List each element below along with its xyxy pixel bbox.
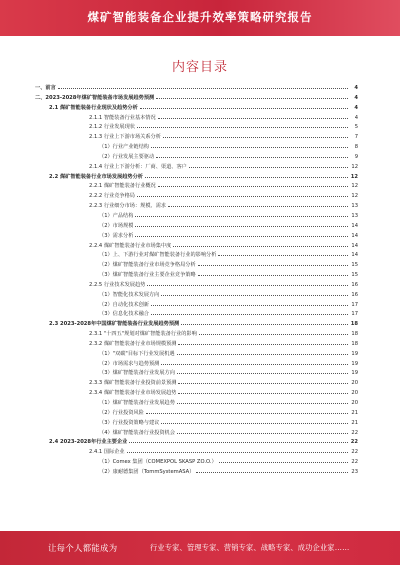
toc-entry-label: 2.1.3 行业上下游市场关系分析 <box>89 134 161 141</box>
toc-entry[interactable] <box>35 104 358 114</box>
toc-entry-label: （1）Comex 集团（COMEXPOL SKASP ZO.O.） <box>99 459 217 466</box>
toc-entry[interactable] <box>35 173 358 183</box>
toc-entry[interactable] <box>35 281 358 291</box>
table-of-contents <box>35 84 358 478</box>
toc-entry[interactable] <box>35 429 358 439</box>
toc-entry[interactable] <box>35 369 358 379</box>
toc-entry-page: 14 <box>351 242 358 249</box>
toc-entry-page: 4 <box>354 104 358 111</box>
toc-entry[interactable] <box>35 271 358 281</box>
toc-entry-label: 2.3.2 煤矿智能装备行业市场规模预测 <box>89 340 177 347</box>
toc-entry-label: 二、2023-2028年煤矿智能装备市场发展趋势预测 <box>35 94 155 101</box>
toc-entry-label: 2.2.4 煤矿智能装备行业市场集中度 <box>89 242 172 249</box>
toc-entry-page: 9 <box>354 153 358 160</box>
toc-leader-dots <box>161 423 348 424</box>
toc-entry[interactable] <box>35 399 358 409</box>
toc-leader-dots <box>189 167 348 168</box>
toc-entry-label: （3）行业投资策略与建议 <box>99 419 160 426</box>
toc-entry[interactable] <box>35 163 358 173</box>
toc-entry[interactable] <box>35 123 358 133</box>
toc-entry-page: 16 <box>351 281 358 288</box>
toc-entry-page: 20 <box>351 390 358 397</box>
toc-leader-dots <box>199 334 348 335</box>
toc-entry[interactable] <box>35 360 358 370</box>
toc-leader-dots <box>161 295 348 296</box>
toc-entry-page: 19 <box>351 370 358 377</box>
toc-entry[interactable] <box>35 320 358 330</box>
toc-entry[interactable] <box>35 251 358 261</box>
toc-entry[interactable] <box>35 409 358 419</box>
toc-entry-page: 17 <box>351 311 358 318</box>
toc-entry-label: （1）行业产业链结构 <box>99 144 149 151</box>
toc-entry-label: （4）煤矿智能装备行业投资机会 <box>99 429 175 436</box>
toc-leader-dots <box>129 442 348 443</box>
toc-leader-dots <box>181 324 348 325</box>
report-header-banner <box>0 0 400 36</box>
toc-entry-page: 22 <box>350 439 358 446</box>
toc-entry-page: 14 <box>351 232 358 239</box>
toc-entry[interactable] <box>35 153 358 163</box>
toc-leader-dots <box>151 314 348 315</box>
toc-entry-page: 15 <box>351 272 358 279</box>
toc-entry-label: （3）需求分析 <box>99 232 134 239</box>
toc-entry[interactable] <box>35 192 358 202</box>
toc-leader-dots <box>198 275 348 276</box>
toc-entry-label: 2.2.1 煤矿智能装备行业概况 <box>89 183 156 190</box>
toc-entry-label: （1）上、下游行业对煤矿智能装备行业的影响分析 <box>99 252 217 259</box>
toc-entry[interactable] <box>35 379 358 389</box>
report-title: 煤矿智能装备企业提升效率策略研究报告 <box>87 10 313 24</box>
toc-leader-dots <box>156 98 348 99</box>
toc-entry-page: 4 <box>354 114 358 121</box>
toc-entry-label: 2.3.1 "十四五"规划对煤矿智能装备行业的影响 <box>89 331 197 338</box>
toc-leader-dots <box>177 403 348 404</box>
toc-entry-page: 12 <box>351 163 358 170</box>
toc-leader-dots <box>58 88 348 89</box>
toc-entry-label: （2）康耐德集团（TommSystemASA） <box>99 468 195 475</box>
toc-entry-label: 2.3.3 煤矿智能装备行业投资前景预测 <box>89 380 177 387</box>
toc-entry-page: 20 <box>351 400 358 406</box>
toc-entry[interactable] <box>35 84 358 94</box>
toc-leader-dots <box>173 246 348 247</box>
toc-leader-dots <box>158 118 348 119</box>
toc-entry-page: 13 <box>351 203 358 210</box>
toc-entry-page: 4 <box>354 94 358 101</box>
toc-entry-page: 18 <box>351 331 358 338</box>
toc-entry-page: 4 <box>354 85 358 91</box>
toc-entry-page: 14 <box>351 252 358 259</box>
toc-leader-dots <box>151 147 348 148</box>
toc-entry[interactable] <box>35 143 358 153</box>
toc-entry-page: 21 <box>351 419 358 426</box>
toc-entry-label: 2.2.3 行业细分市场：规模、需求 <box>89 203 167 210</box>
toc-leader-dots <box>177 433 348 434</box>
toc-entry[interactable] <box>35 350 358 360</box>
toc-entry-label: 2.3 2023-2028年中国煤矿智能装备行业发展趋势预测 <box>49 321 180 328</box>
toc-leader-dots <box>158 186 348 187</box>
toc-entry-label: （2）市场规模 <box>99 222 134 229</box>
toc-entry-label: 2.2 煤矿智能装备行业市场发展趋势分析 <box>49 173 143 180</box>
toc-entry[interactable] <box>35 310 358 320</box>
toc-entry-label: （1）"双碳"目标下行业发展机遇 <box>99 350 175 357</box>
toc-entry[interactable] <box>35 340 358 350</box>
toc-leader-dots <box>177 373 348 374</box>
footer-slogan: 让每个人都能成为 <box>48 543 118 553</box>
toc-entry[interactable] <box>35 114 358 124</box>
toc-leader-dots <box>219 462 348 463</box>
toc-entry-label: （2）行业投资风险 <box>99 409 144 416</box>
toc-entry-label: （3）信息化技术融合 <box>99 311 149 318</box>
toc-entry-label: （3）煤矿智能装备行业发展方向 <box>99 370 175 377</box>
toc-leader-dots <box>218 255 348 256</box>
toc-entry-label: 2.4 2023-2028年行业主要企业 <box>49 439 128 446</box>
toc-entry[interactable] <box>35 222 358 232</box>
toc-entry-label: 2.1 煤矿智能装备行业现状及趋势分析 <box>49 104 138 111</box>
toc-entry-label: 2.3.4 煤矿智能装备行业市场发展趋势 <box>89 390 177 397</box>
toc-entry[interactable] <box>35 419 358 429</box>
toc-entry-label: （3）煤矿智能装备行业主要企业竞争策略 <box>99 272 196 279</box>
toc-entry[interactable] <box>35 301 358 311</box>
toc-leader-dots <box>178 383 348 384</box>
toc-leader-dots <box>140 108 348 109</box>
toc-leader-dots <box>146 413 348 414</box>
toc-leader-dots <box>196 472 348 473</box>
toc-entry-label: 2.1.2 行业发展现状 <box>89 124 135 131</box>
toc-entry-page: 19 <box>351 360 358 367</box>
toc-entry[interactable] <box>35 242 358 252</box>
toc-entry-page: 22 <box>351 449 358 456</box>
toc-entry-label: 2.1.1 智能装备行业基本情况 <box>89 114 156 121</box>
toc-entry-page: 16 <box>351 291 358 298</box>
toc-entry[interactable] <box>35 458 358 468</box>
toc-entry-page: 20 <box>351 380 358 387</box>
toc-entry-page: 18 <box>351 340 358 347</box>
toc-entry-label: （1）产品结构 <box>99 212 134 219</box>
toc-entry-page: 8 <box>354 144 358 151</box>
toc-entry[interactable] <box>35 232 358 242</box>
toc-leader-dots <box>135 226 348 227</box>
toc-leader-dots <box>178 393 348 394</box>
toc-leader-dots <box>161 364 348 365</box>
toc-entry-page: 19 <box>351 350 358 357</box>
toc-entry[interactable] <box>35 182 358 192</box>
toc-entry[interactable] <box>35 448 358 458</box>
toc-entry[interactable] <box>35 212 358 222</box>
toc-entry[interactable] <box>35 330 358 340</box>
toc-entry-page: 23 <box>351 468 358 475</box>
toc-entry[interactable] <box>35 468 358 478</box>
toc-entry-page: 13 <box>351 212 358 219</box>
toc-entry-label: （2）行业发展主要驱动 <box>99 153 155 160</box>
toc-entry-page: 12 <box>351 183 358 190</box>
toc-leader-dots <box>177 354 348 355</box>
toc-heading: 内容目录 <box>171 60 228 75</box>
toc-leader-dots <box>163 137 348 138</box>
toc-entry-page: 18 <box>350 321 358 328</box>
toc-leader-dots <box>156 157 348 158</box>
toc-entry-page: 5 <box>354 124 358 131</box>
toc-entry-page: 12 <box>350 173 358 180</box>
toc-entry[interactable] <box>35 133 358 143</box>
toc-entry-page: 22 <box>351 459 358 466</box>
toc-entry[interactable] <box>35 202 358 212</box>
toc-entry[interactable] <box>35 438 358 448</box>
toc-leader-dots <box>145 177 348 178</box>
toc-entry-page: 7 <box>354 134 358 141</box>
toc-leader-dots <box>137 127 348 128</box>
toc-entry-label: （2）煤矿智能装备行业市场竞争格局分析 <box>99 262 196 269</box>
toc-entry-label: （2）自动化技术创新 <box>99 301 149 308</box>
toc-entry-label: （1）智能化技术发展方向 <box>99 291 160 298</box>
toc-leader-dots <box>198 265 348 266</box>
toc-leader-dots <box>168 206 348 207</box>
toc-leader-dots <box>137 196 348 197</box>
footer-banner <box>0 531 400 565</box>
footer-roles: 行业专家、管理专家、营销专家、战略专家、成功企业家…… <box>150 543 350 552</box>
toc-leader-dots <box>178 344 348 345</box>
toc-leader-dots <box>151 305 348 306</box>
toc-entry[interactable] <box>35 389 358 399</box>
toc-leader-dots <box>135 236 348 237</box>
toc-leader-dots <box>135 216 348 217</box>
toc-entry[interactable] <box>35 291 358 301</box>
toc-entry[interactable] <box>35 94 358 104</box>
toc-entry-label: 一、前言 <box>35 85 56 91</box>
toc-entry-label: 2.2.2 行业竞争格局 <box>89 193 135 200</box>
toc-leader-dots <box>147 285 348 286</box>
toc-entry-label: （2）市场需求与趋势预测 <box>99 360 160 367</box>
toc-entry-page: 14 <box>351 222 358 229</box>
toc-entry-page: 21 <box>351 409 358 416</box>
toc-leader-dots <box>127 452 348 453</box>
toc-entry-label: 2.2.5 行业技术发展趋势 <box>89 281 146 288</box>
toc-entry-label: （1）煤矿智能装备行业发展趋势 <box>99 400 175 406</box>
toc-entry[interactable] <box>35 261 358 271</box>
toc-entry-label: 2.4.1 国际企业 <box>89 449 125 456</box>
toc-entry-label: 2.1.4 行业上下游分析：厂商、渠道、客户 <box>89 163 187 170</box>
toc-entry-page: 17 <box>351 301 358 308</box>
toc-entry-page: 12 <box>351 193 358 200</box>
toc-entry-page: 15 <box>351 262 358 269</box>
toc-entry-page: 22 <box>351 429 358 436</box>
